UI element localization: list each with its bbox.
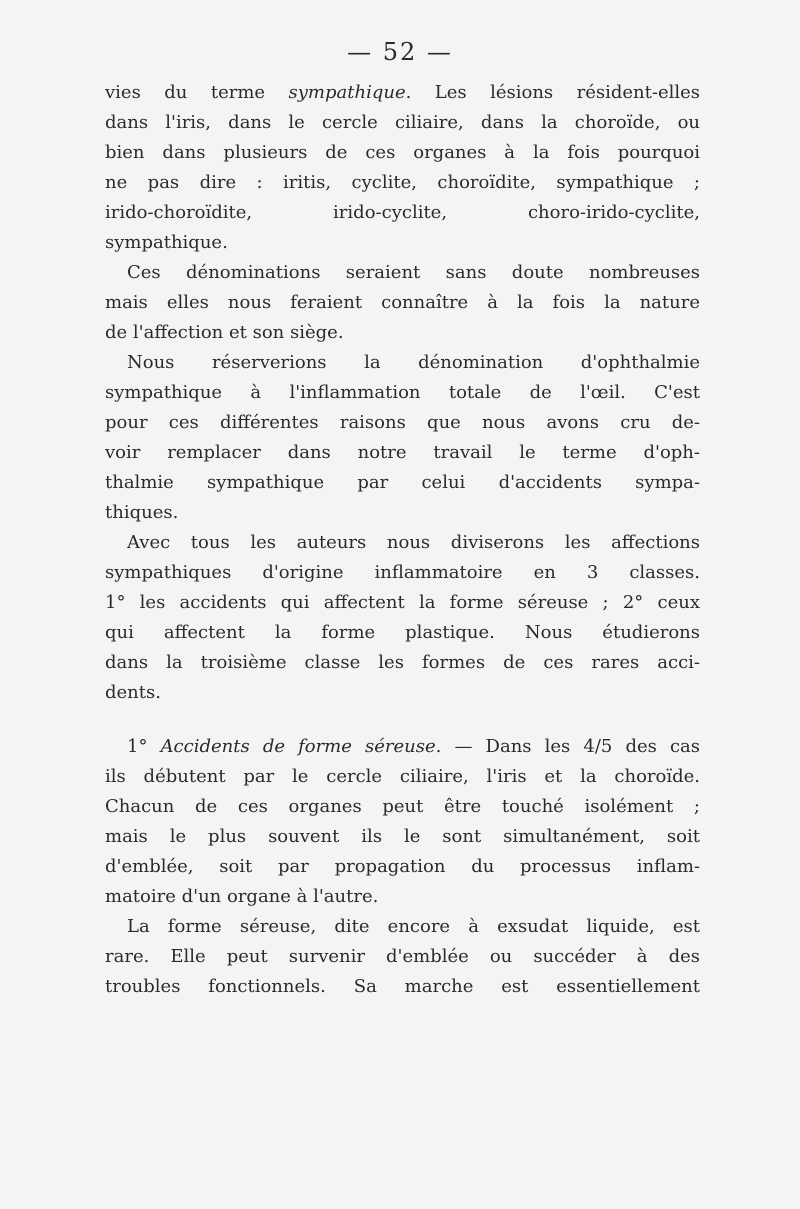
text-line: Avec tous les auteurs nous diviserons les affections xyxy=(127,532,700,553)
text-line: vies du terme sympathique. Les lésions résident-elles xyxy=(105,82,700,103)
text-line: thalmie sympathique par celui d'accidents sympa- xyxy=(105,472,700,493)
text-line: thiques. xyxy=(105,502,179,523)
text-line: ne pas dire : iritis, cyclite, choroïdite, sympathique ; xyxy=(105,172,700,193)
text-line: mais le plus souvent ils le sont simultanément, soit xyxy=(105,826,700,847)
paragraph xyxy=(105,732,700,912)
text-line: 1° les accidents qui affectent la forme séreuse ; 2° ceux xyxy=(105,592,700,613)
text-line: sympathiques d'origine inflammatoire en 3 classes. xyxy=(105,562,700,583)
text-line: troubles fonctionnels. Sa marche est essentiellement xyxy=(105,976,700,997)
text-line: Nous réserverions la dénomination d'ophthalmie xyxy=(127,352,700,373)
text-line: pour ces différentes raisons que nous avons cru de- xyxy=(105,412,700,433)
text-line: dans la troisième classe les formes de ces rares acci- xyxy=(105,652,700,673)
paragraph xyxy=(105,258,700,348)
text-line: Ces dénominations seraient sans doute nombreuses xyxy=(127,262,700,283)
text-line: dans l'iris, dans le cercle ciliaire, dans la choroïde, ou xyxy=(105,112,700,133)
paragraph xyxy=(105,78,700,258)
text-line: rare. Elle peut survenir d'emblée ou succéder à des xyxy=(105,946,700,967)
text-line: irido-choroïdite, irido-cyclite, choro-irido-cyclite, xyxy=(105,202,700,223)
paragraph xyxy=(105,528,700,708)
text-line: bien dans plusieurs de ces organes à la fois pourquoi xyxy=(105,142,700,163)
text-line: mais elles nous feraient connaître à la fois la nature xyxy=(105,292,700,313)
text-line: voir remplacer dans notre travail le terme d'oph- xyxy=(105,442,700,463)
text-line: Chacun de ces organes peut être touché isolément ; xyxy=(105,796,700,817)
section-gap xyxy=(105,708,700,732)
text-line: ils débutent par le cercle ciliaire, l'iris et la choroïde. xyxy=(105,766,700,787)
text-line: qui affectent la forme plastique. Nous étudierons xyxy=(105,622,700,643)
text-line: d'emblée, soit par propagation du processus inflam- xyxy=(105,856,700,877)
paragraph xyxy=(105,348,700,528)
text-line: 1° Accidents de forme séreuse. — Dans les 4/5 des cas xyxy=(127,736,701,757)
text-line: dents. xyxy=(105,682,161,703)
text-line: sympathique. xyxy=(105,232,228,253)
page-number: — 52 — xyxy=(347,38,453,66)
text-line: La forme séreuse, dite encore à exsudat liquide, est xyxy=(127,916,700,937)
body-text xyxy=(105,78,700,1002)
text-line: sympathique à l'inflammation totale de l'œil. C'est xyxy=(105,382,700,403)
paragraph xyxy=(105,912,700,1002)
text-line: de l'affection et son siège. xyxy=(105,322,344,343)
text-line: matoire d'un organe à l'autre. xyxy=(105,886,379,907)
